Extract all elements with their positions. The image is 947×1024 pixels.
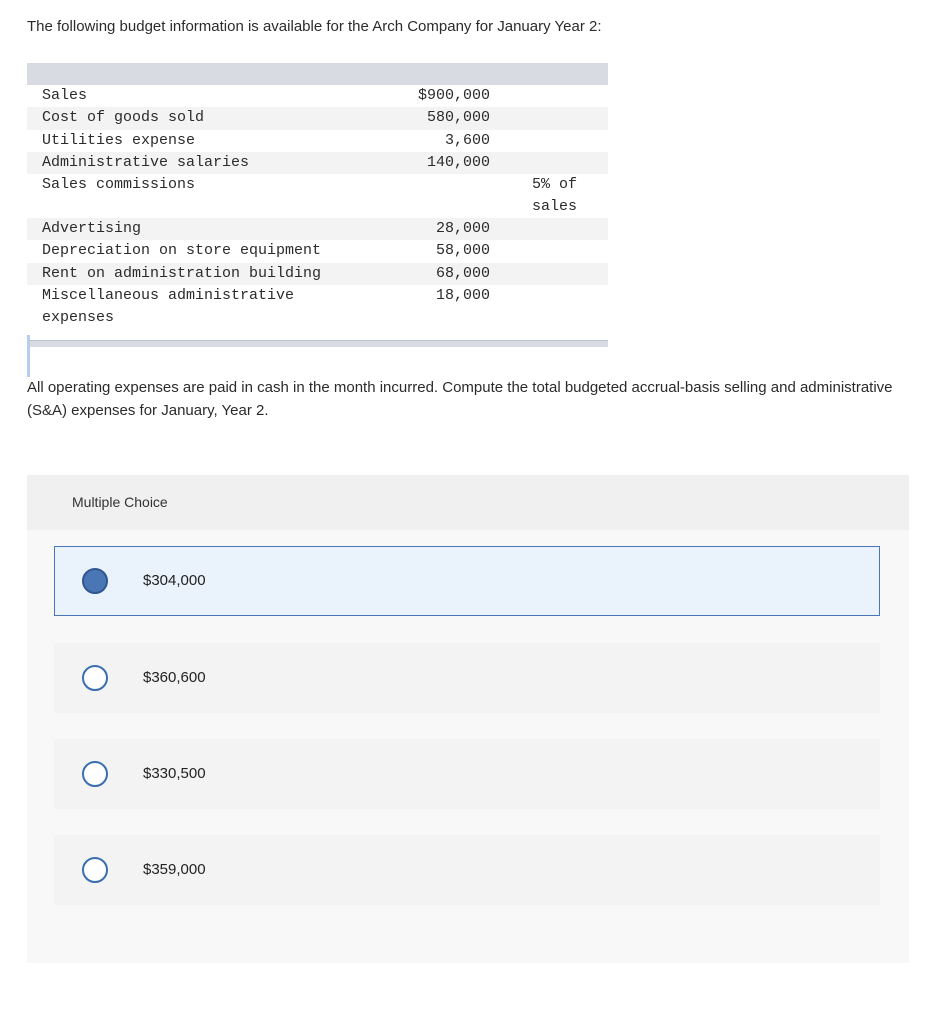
choice-option-3[interactable] — [54, 739, 880, 809]
row-extra — [490, 152, 608, 174]
table-row — [27, 174, 608, 218]
radio-icon[interactable] — [82, 857, 108, 883]
table-row — [27, 240, 608, 262]
choice-label: $304,000 — [143, 572, 206, 589]
row-value: 580,000 — [372, 107, 490, 129]
radio-selected-icon[interactable] — [82, 568, 108, 594]
row-extra — [490, 285, 608, 307]
row-label: Administrative salaries — [27, 152, 372, 174]
choice-option-2[interactable] — [54, 643, 880, 713]
mc-title: Multiple Choice — [72, 494, 168, 510]
row-extra — [490, 307, 608, 329]
row-value — [372, 307, 490, 329]
table-row — [27, 130, 608, 152]
table-row — [27, 152, 608, 174]
choice-label: $359,000 — [143, 861, 206, 878]
row-extra — [490, 218, 608, 240]
row-label: Utilities expense — [42, 131, 196, 149]
row-value: $900,000 — [417, 87, 490, 104]
row-value: 140,000 — [372, 152, 490, 174]
radio-icon[interactable] — [82, 665, 108, 691]
budget-data-table — [27, 85, 608, 330]
table-row — [27, 307, 608, 329]
table-row — [27, 263, 608, 285]
row-label: expenses — [27, 307, 372, 329]
table-row — [27, 285, 608, 307]
row-value: 28,000 — [372, 218, 490, 240]
table-row — [27, 218, 608, 240]
budget-table — [27, 63, 608, 347]
row-extra — [490, 240, 608, 262]
row-extra — [490, 130, 608, 152]
row-extra — [490, 107, 608, 129]
choice-option-1[interactable] — [54, 546, 880, 616]
row-value: 18,000 — [435, 287, 490, 305]
table-header-bar — [27, 63, 608, 85]
table-row — [27, 85, 608, 107]
row-value: 3,600 — [444, 131, 490, 149]
row-label: Rent on administration building — [27, 263, 372, 285]
choice-option-4[interactable] — [54, 835, 880, 905]
choice-label: $360,600 — [143, 669, 206, 686]
table-footer-bar — [27, 340, 608, 347]
quote-bar — [27, 335, 30, 377]
row-value: 68,000 — [372, 263, 490, 285]
intro-text: The following budget information is available for the Arch Company for January Year 2: — [27, 18, 602, 35]
radio-icon[interactable] — [82, 761, 108, 787]
row-label: Cost of goods sold — [27, 107, 372, 129]
row-label: Advertising — [27, 218, 372, 240]
row-label: Sales commissions — [42, 176, 196, 194]
row-extra: 5% of sales — [531, 176, 577, 216]
row-label: Miscellaneous administrative — [42, 287, 295, 305]
row-label: Depreciation on store equipment — [42, 242, 322, 260]
choice-label: $330,500 — [143, 765, 206, 782]
row-extra — [490, 263, 608, 285]
question-text: All operating expenses are paid in cash in the month incurred. Compute the total budgeted accrual-basis selling and administrative (S&A) expenses for January, Year 2. — [27, 379, 893, 419]
table-row — [27, 107, 608, 129]
multiple-choice-panel — [27, 475, 909, 963]
row-value: 58,000 — [435, 242, 490, 260]
row-value — [372, 174, 490, 218]
row-label: Sales — [42, 87, 88, 104]
row-extra — [490, 85, 608, 107]
